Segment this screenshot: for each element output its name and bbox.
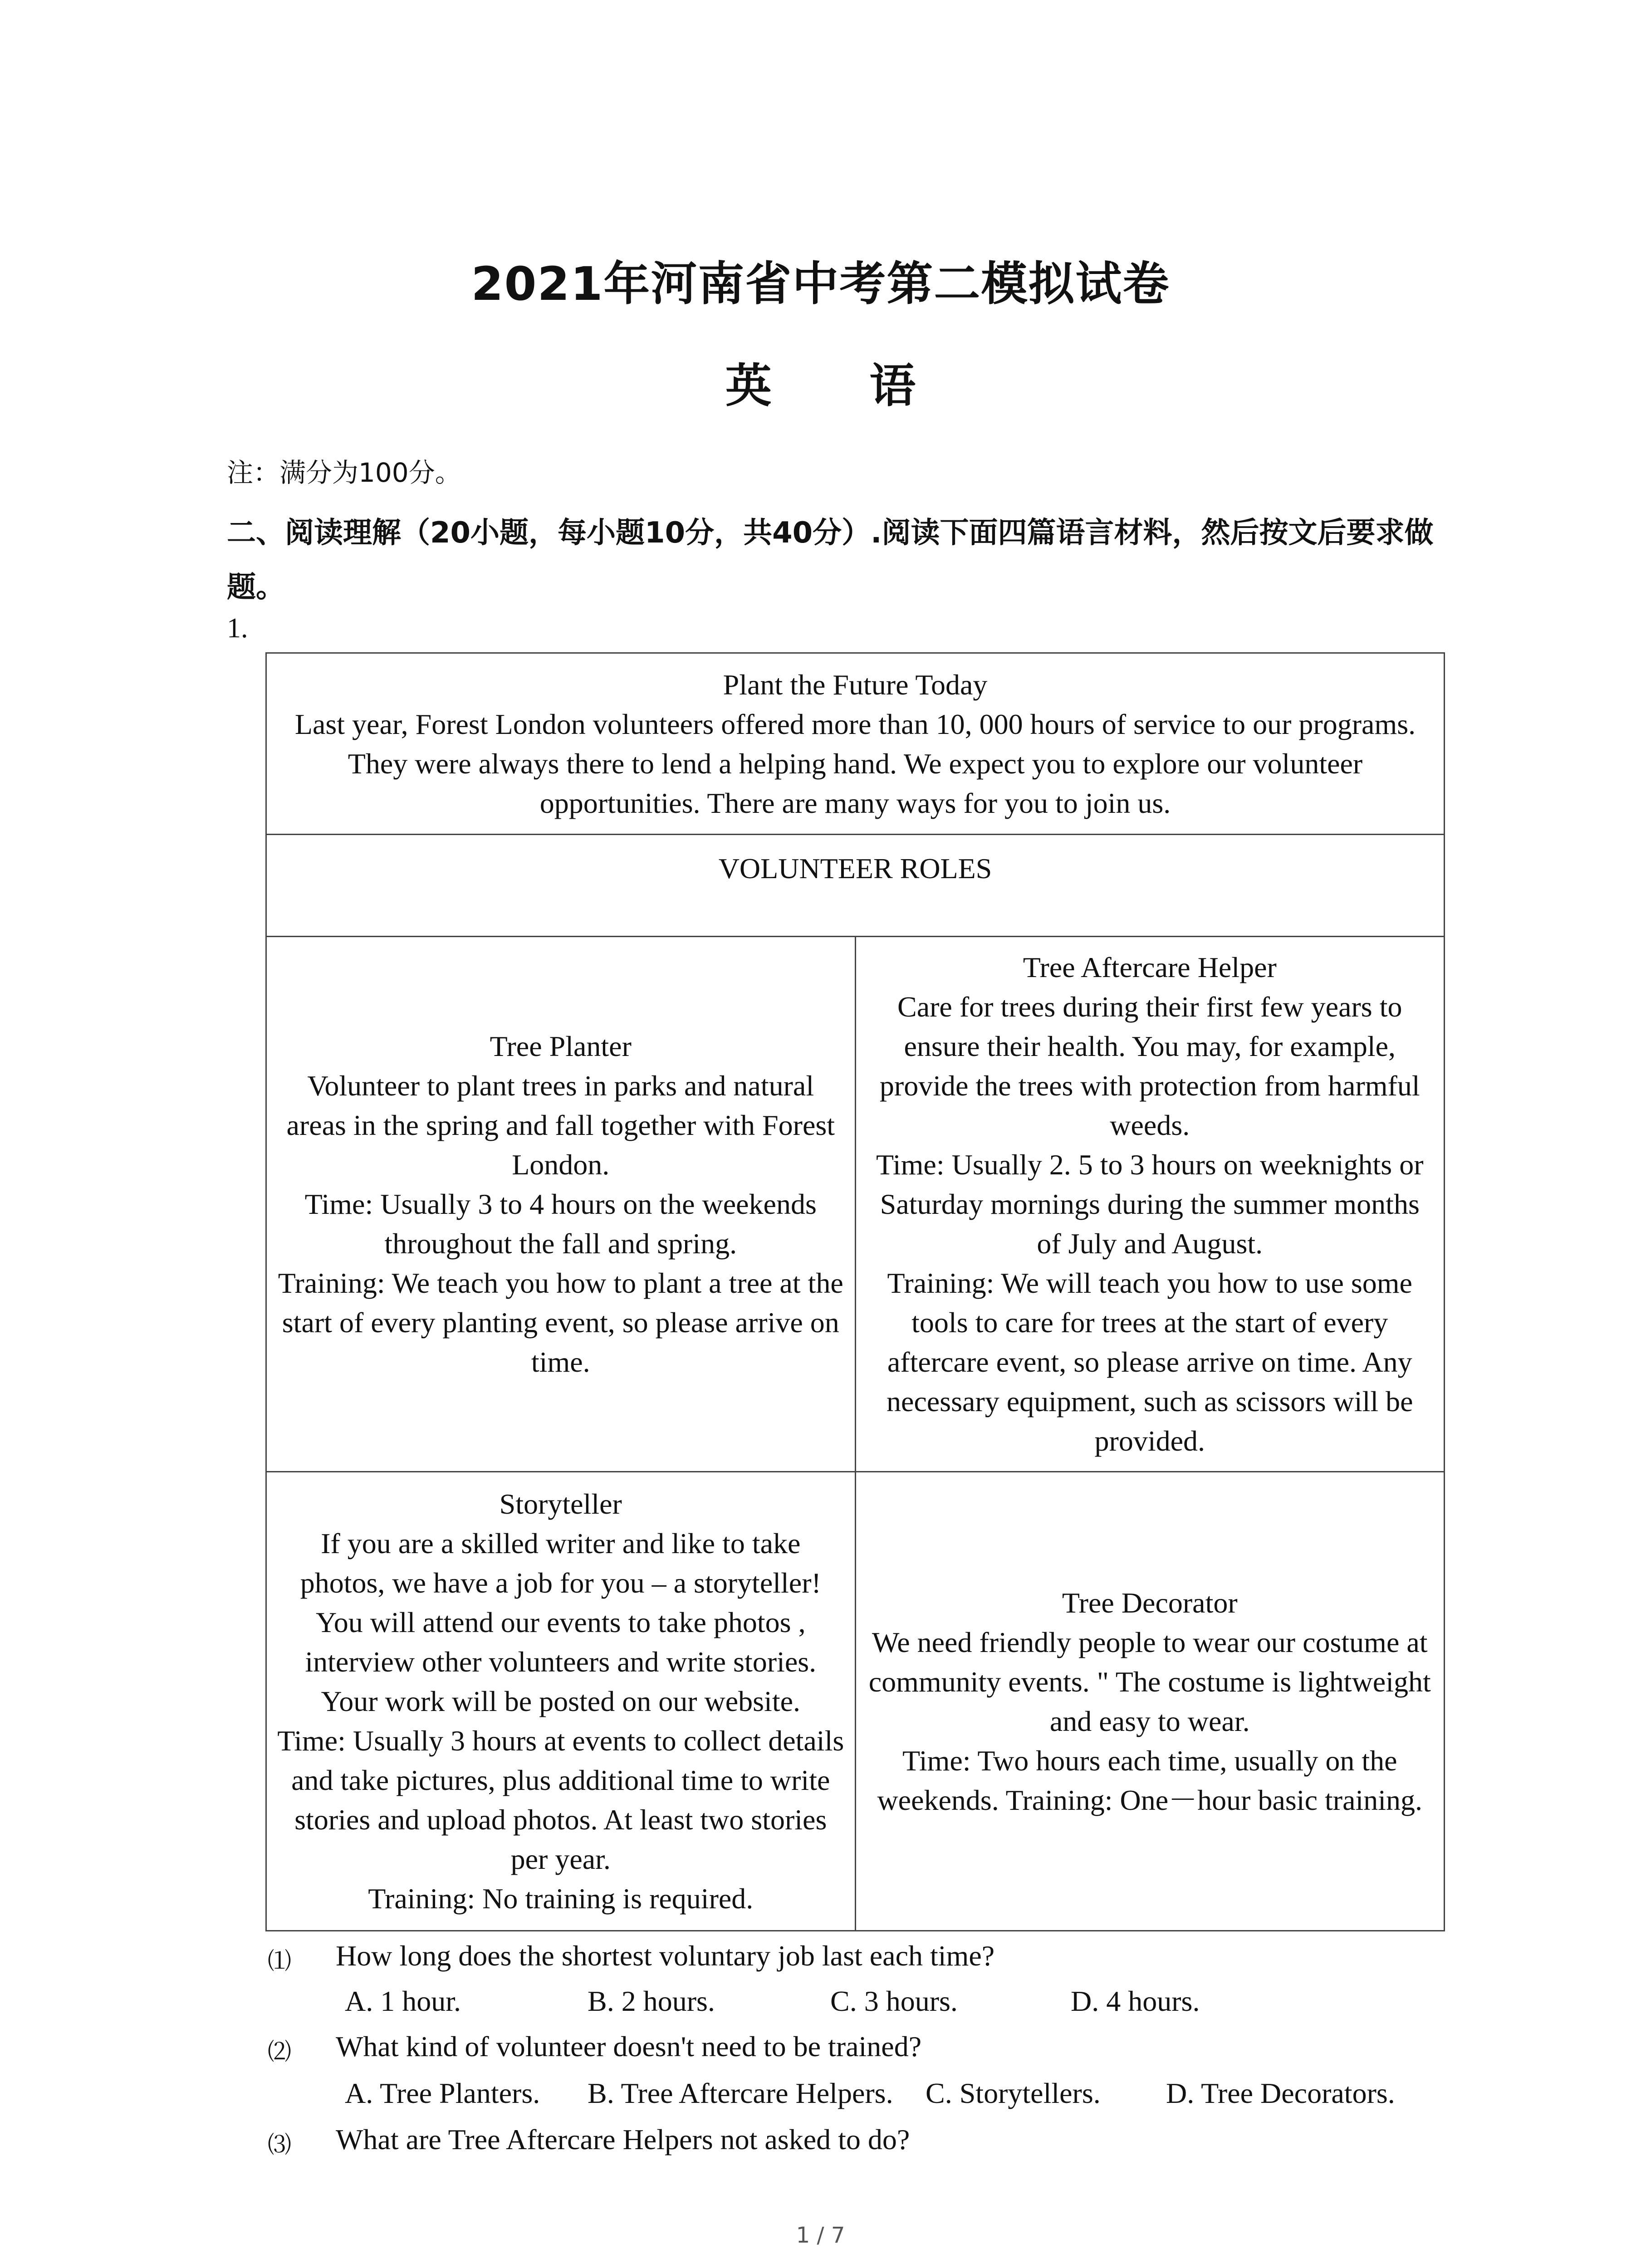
role-training: Training: We will teach you how to use some tools to care for trees at the start of every aftercare event, so please arrive on time. Any necessary equipment, such as scissors will be provided. bbox=[886, 1267, 1413, 1457]
score-note: 注：满分为100分。 bbox=[227, 457, 461, 488]
passage-intro: Last year, Forest London volunteers offered more than 10, 000 hours of service to our programs. They were always there to lend a helping hand. We expect you to explore our volunteer opportunities. There are many ways for you to join us. bbox=[294, 708, 1416, 819]
role-description: Care for trees during their first few years to ensure their health. You may, for example, provide the trees with protection from harmful weeds. bbox=[879, 991, 1420, 1141]
role-description: We need friendly people to wear our costume at community events. " The costume is lightweight and easy to wear. bbox=[868, 1626, 1431, 1737]
role-time: Time: Usually 3 to 4 hours on the weekends throughout the fall and spring. bbox=[304, 1188, 817, 1260]
option-a: A. 1 hour. bbox=[345, 1985, 461, 2017]
role-description: Volunteer to plant trees in parks and natural areas in the spring and fall together with Forest London. bbox=[286, 1070, 835, 1181]
option-d: D. Tree Decorators. bbox=[1166, 2077, 1395, 2109]
role-name: Storyteller bbox=[499, 1488, 622, 1520]
option-d: D. 4 hours. bbox=[1071, 1985, 1200, 2017]
role-training: Training: No training is required. bbox=[368, 1882, 754, 1915]
question-number: ⑵ bbox=[268, 2038, 292, 2066]
role-cell-tree-aftercare-helper bbox=[855, 937, 1445, 1472]
option-a: A. Tree Planters. bbox=[345, 2077, 540, 2109]
option-c: C. 3 hours. bbox=[830, 1985, 958, 2017]
role-name: Tree Planter bbox=[490, 1030, 632, 1062]
option-c: C. Storytellers. bbox=[926, 2077, 1101, 2109]
exam-title: 2021年河南省中考第二模拟试卷 bbox=[471, 257, 1170, 311]
option-b: B. Tree Aftercare Helpers. bbox=[588, 2077, 893, 2109]
role-time: Time: Usually 3 hours at events to collect details and take pictures, plus additional time to write stories and upload photos. At least two stories per year. bbox=[277, 1725, 844, 1875]
roles-heading: VOLUNTEER ROLES bbox=[718, 852, 992, 885]
exam-subject: 英 语 bbox=[725, 359, 957, 413]
passage-title: Plant the Future Today bbox=[723, 668, 988, 701]
question-number: ⑶ bbox=[268, 2131, 292, 2159]
page-number: 1 / 7 bbox=[796, 2223, 845, 2248]
section-heading: 二、阅读理解（20小题，每小题10分，共40分）.阅读下面四篇语言材料，然后按文后要求做题。 bbox=[227, 516, 1434, 604]
question-number: 1. bbox=[227, 613, 248, 644]
question-text: What kind of volunteer doesn't need to be trained? bbox=[336, 2030, 922, 2063]
passage-table bbox=[265, 652, 1445, 1931]
role-cell-tree-planter bbox=[266, 937, 856, 1472]
question-number: ⑴ bbox=[268, 1948, 292, 1975]
role-time-training: Time: Two hours each time, usually on the weekends. Training: One－hour basic training. bbox=[877, 1744, 1423, 1816]
role-name: Tree Decorator bbox=[1062, 1586, 1238, 1619]
role-cell-storyteller bbox=[266, 1472, 856, 1931]
role-training: Training: We teach you how to plant a tree at the start of every planting event, so please arrive on time. bbox=[278, 1267, 843, 1378]
option-b: B. 2 hours. bbox=[588, 1985, 715, 2017]
question-text: How long does the shortest voluntary job last each time? bbox=[336, 1940, 995, 1972]
passage-header-cell bbox=[266, 653, 1445, 835]
roles-heading-cell bbox=[266, 835, 1445, 937]
question-text: What are Tree Aftercare Helpers not asked to do? bbox=[336, 2123, 910, 2156]
role-description: If you are a skilled writer and like to take photos, we have a job for you – a storyteller! You will attend our events to take photos , interview other volunteers and write stories. Your work will be posted on our website. bbox=[300, 1527, 821, 1717]
role-name: Tree Aftercare Helper bbox=[1023, 951, 1277, 983]
role-cell-tree-decorator bbox=[855, 1472, 1445, 1931]
role-time: Time: Usually 2. 5 to 3 hours on weeknights or Saturday mornings during the summer months of July and August. bbox=[876, 1149, 1424, 1260]
